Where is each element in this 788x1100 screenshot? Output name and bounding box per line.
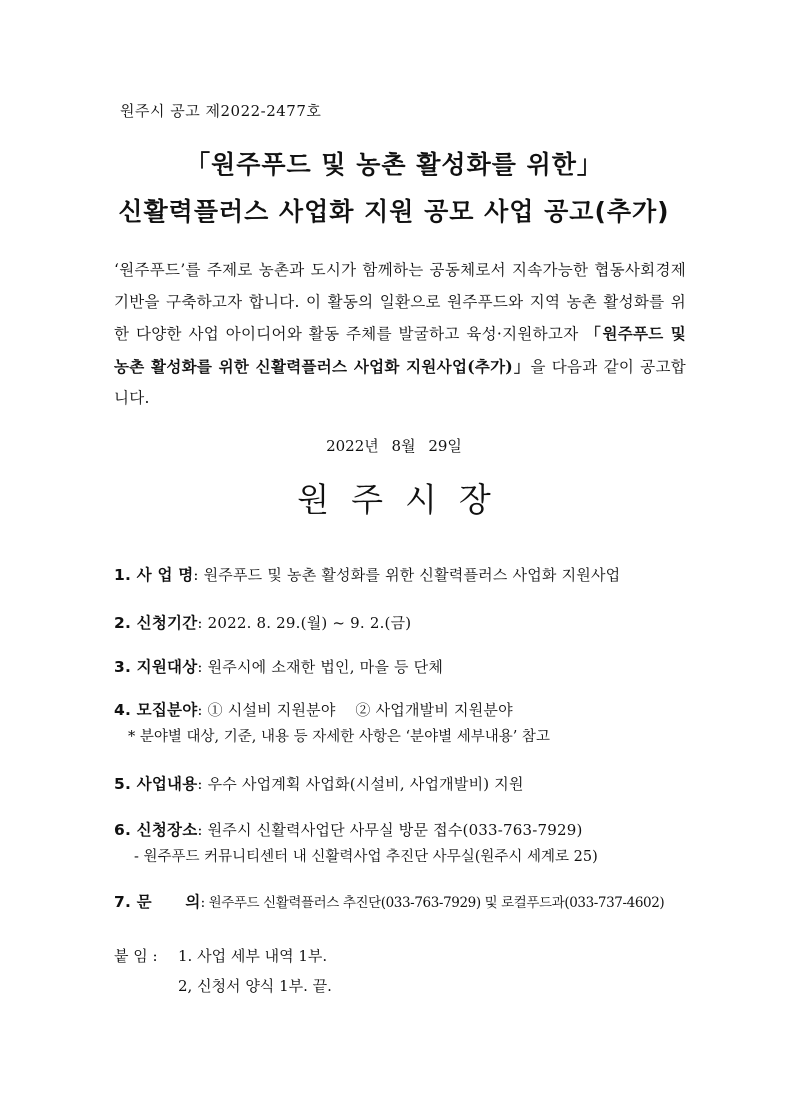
item-label: 6. 신청장소: [114, 821, 198, 839]
attachment-item: 1. 사업 세부 내역 1부.: [178, 947, 328, 965]
item-value: : 원주시 신활력사업단 사무실 방문 접수(033-763-7929): [197, 821, 583, 839]
title-line-2: 신활력플러스 사업화 지원 공모 사업 공고(추가): [118, 197, 670, 226]
item-label: 7. 문 의: [114, 893, 201, 911]
intro-paragraph: [114, 255, 686, 415]
item-label: 5. 사업내용: [114, 775, 198, 793]
item-label: 3. 지원대상: [114, 658, 198, 676]
attachment-item: 2, 신청서 양식 1부. 끝.: [178, 977, 332, 995]
item-4-note: * 분야별 대상, 기준, 내용 등 자세한 사항은 ‘분야별 세부내용’ 참고: [128, 729, 550, 745]
item-value: : 우수 사업계획 사업화(시설비, 사업개발비) 지원: [197, 775, 524, 793]
item-application-place: [114, 818, 583, 840]
item-label: 1. 사 업 명: [114, 566, 194, 584]
attachments-label: 붙 임 :: [114, 947, 158, 965]
item-inquiries: [114, 890, 664, 912]
notice-date: 2022년 8월 29일: [326, 437, 462, 455]
intro-emphasis: 「원주푸드 및 농촌 활성화를 위한 신활력플러스 사업화 지원사업(추가)」: [114, 324, 686, 376]
item-6-note: - 원주푸드 커뮤니티센터 내 신활력사업 추진단 사무실(원주시 세계로 25): [134, 849, 598, 865]
item-recruitment-fields: [114, 698, 513, 720]
item-business-name: [114, 563, 620, 585]
intro-text-2: 을 다음과 같이 공고합니다.: [114, 357, 686, 407]
item-label: 4. 모집분야: [114, 701, 198, 719]
item-eligibility: [114, 655, 443, 677]
issuer-name: 원주시장: [297, 480, 513, 519]
item-application-period: [114, 611, 411, 633]
item-value: : 원주푸드 및 농촌 활성화를 위한 신활력플러스 사업화 지원사업: [193, 566, 621, 584]
item-business-content: [114, 772, 524, 794]
intro-text-1: ‘원주푸드’를 주제로 농촌과 도시가 함께하는 공동체로서 지속가능한 협동사회경제 기반을 구축하고자 합니다. 이 활동의 일환으로 원주푸드와 지역 농촌 활성화를 위한 다양한 사업 아이디어와 활동 주체를 발굴하고 육성·지원하고자: [114, 261, 686, 343]
item-value: : 원주시에 소재한 법인, 마을 등 단체: [197, 658, 444, 676]
item-value: : 2022. 8. 29.(월) ~ 9. 2.(금): [197, 614, 412, 632]
item-value: : 원주푸드 신활력플러스 추진단(033-763-7929) 및 로컬푸드과(033-737-4602): [200, 895, 665, 911]
notice-number: 원주시 공고 제2022-2477호: [120, 102, 322, 120]
item-value: : ① 시설비 지원분야 ② 사업개발비 지원분야: [197, 701, 513, 719]
title-line-1: 「원주푸드 및 농촌 활성화를 위한」: [185, 150, 603, 179]
item-label: 2. 신청기간: [114, 614, 198, 632]
